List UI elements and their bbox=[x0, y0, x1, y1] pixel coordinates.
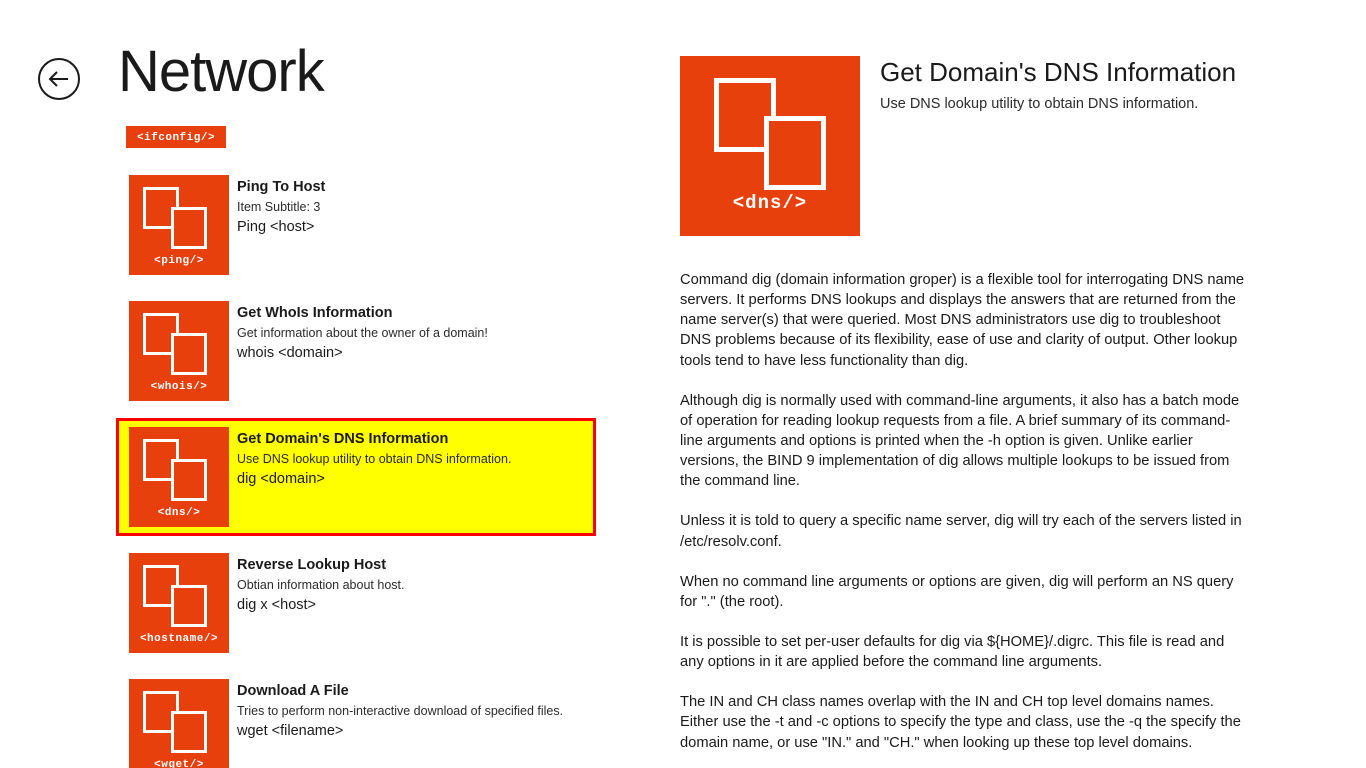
list-item-title: Ping To Host bbox=[237, 179, 326, 195]
detail-paragraph: When no command line arguments or options are given, dig will perform an NS query for "." (the root). bbox=[680, 573, 1234, 610]
list-item-text bbox=[229, 553, 587, 617]
tile-tag: <dns/> bbox=[157, 507, 201, 519]
list-item-ping[interactable] bbox=[116, 166, 596, 284]
detail-subtitle: Use DNS lookup utility to obtain DNS information. bbox=[880, 95, 1199, 112]
list-item-command: dig <domain> bbox=[237, 470, 325, 487]
list-item-subtitle: Get information about the owner of a domain! bbox=[237, 326, 488, 341]
tile-ping bbox=[129, 175, 229, 275]
list-item-text bbox=[229, 175, 587, 239]
detail-paragraph: It is possible to set per-user defaults for dig via ${HOME}/.digrc. This file is read and any options in it are applied before the command line arguments. bbox=[680, 633, 1225, 671]
back-arrow-icon bbox=[48, 70, 70, 88]
screens-icon bbox=[129, 561, 229, 623]
list-item-title: Get WhoIs Information bbox=[237, 305, 393, 321]
list-item-text bbox=[229, 301, 587, 365]
list-item-title: Reverse Lookup Host bbox=[237, 557, 387, 573]
detail-tile-tag: <dns/> bbox=[732, 192, 808, 214]
list-item-text bbox=[229, 679, 587, 743]
list-item-command: wget <filename> bbox=[237, 722, 344, 739]
detail-paragraph: Although dig is normally used with command-line arguments, it also has a batch mode of operation for reading lookup requests from a file. A brief summary of its command-line arguments and options is printed when the -h option is given. Unlike earlier versions, the BIND 9 implementation of dig allows multiple lookups to be issued from the command line. bbox=[680, 392, 1240, 490]
list-item-command: dig x <host> bbox=[237, 596, 316, 613]
detail-pane bbox=[680, 56, 1300, 768]
list-item-dns[interactable] bbox=[116, 418, 596, 536]
command-list[interactable] bbox=[116, 126, 596, 768]
tile-hostname bbox=[129, 553, 229, 653]
detail-tile-dns bbox=[680, 56, 860, 236]
list-item-title: Get Domain's DNS Information bbox=[237, 431, 449, 447]
tile-ifconfig bbox=[126, 126, 226, 148]
detail-paragraph: Unless it is told to query a specific name server, dig will try each of the servers listed in /etc/resolv.conf. bbox=[680, 513, 1242, 550]
back-button[interactable] bbox=[38, 58, 80, 100]
list-item-subtitle: Item Subtitle: 3 bbox=[237, 200, 321, 215]
list-item-wget[interactable] bbox=[116, 670, 596, 768]
page-title: Network bbox=[118, 39, 324, 104]
detail-paragraph: The IN and CH class names overlap with the IN and CH top level domains names. Either use the -t and -c options to specify the type and class, use the -q the specify the domain name, or use "IN." and "CH." when looking up these top level domains. bbox=[680, 694, 1241, 751]
tile-tag: <wget/> bbox=[154, 759, 204, 768]
screens-icon bbox=[129, 309, 229, 371]
tile-tag: <hostname/> bbox=[139, 633, 219, 645]
screens-icon bbox=[129, 183, 229, 245]
tile-dns bbox=[129, 427, 229, 527]
detail-heading bbox=[860, 56, 1236, 114]
screens-icon bbox=[129, 687, 229, 749]
detail-paragraph: Command dig (domain information groper) is a flexible tool for interrogating DNS name servers. It performs DNS lookups and displays the answers that are returned from the name server(s) that were queried. Most DNS administrators use dig to troubleshoot DNS problems because of its flexibility, ease of use and clarity of output. Other lookup tools tend to have less functionality than dig. bbox=[680, 272, 1245, 369]
detail-header bbox=[680, 56, 1300, 236]
list-item-ifconfig[interactable] bbox=[116, 126, 596, 148]
screens-icon bbox=[129, 435, 229, 497]
detail-title: Get Domain's DNS Information bbox=[880, 57, 1237, 87]
detail-body bbox=[680, 270, 1245, 753]
list-item-whois[interactable] bbox=[116, 292, 596, 410]
tile-tag: <ifconfig/> bbox=[136, 132, 216, 144]
tile-whois bbox=[129, 301, 229, 401]
list-item-subtitle: Use DNS lookup utility to obtain DNS information. bbox=[237, 452, 512, 467]
tile-tag: <ping/> bbox=[154, 255, 204, 267]
list-item-hostname[interactable] bbox=[116, 544, 596, 662]
tile-wget bbox=[129, 679, 229, 768]
list-item-command: Ping <host> bbox=[237, 218, 315, 235]
list-item-subtitle: Obtian information about host. bbox=[237, 578, 405, 593]
tile-tag: <whois/> bbox=[150, 381, 208, 393]
list-item-command: whois <domain> bbox=[237, 344, 343, 361]
list-item-title: Download A File bbox=[237, 683, 349, 699]
list-item-subtitle: Tries to perform non-interactive download of specified files. bbox=[237, 704, 564, 719]
list-item-text bbox=[229, 427, 587, 491]
